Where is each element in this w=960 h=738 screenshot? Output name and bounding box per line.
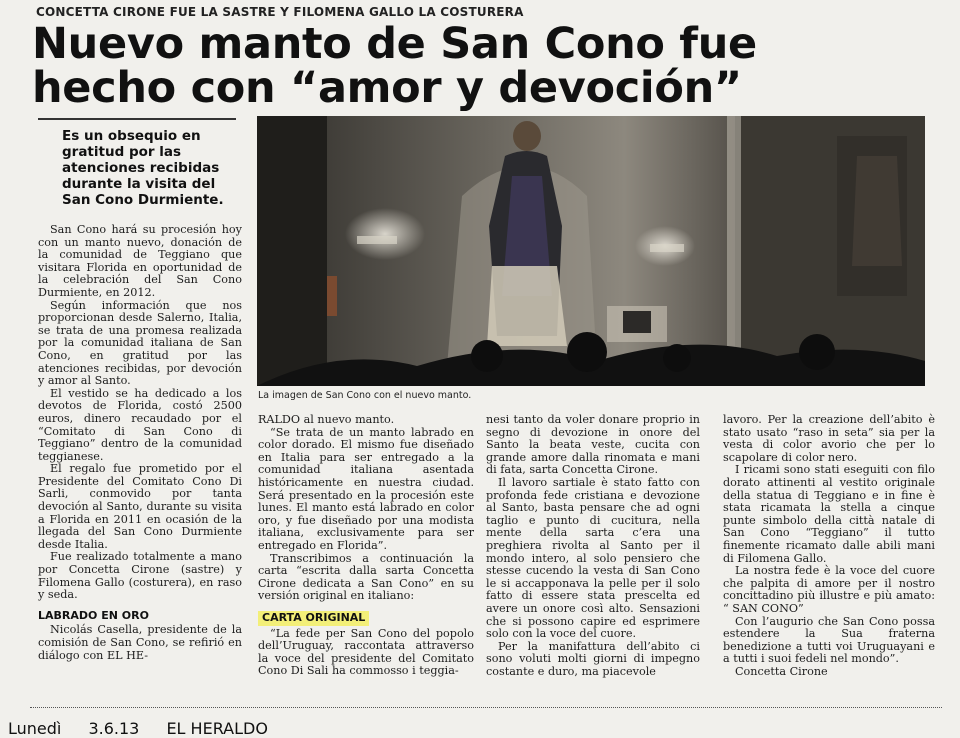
deck-rule [38,118,236,120]
photo-caption: La imagen de San Cono con el nuevo manto. [258,390,472,401]
headline-line-2: hecho con “amor y devoción” [32,63,742,113]
headline [32,19,932,113]
paragraph: “La fede per San Cono del popolo dell’Uruguay, raccontata attraverso la voce del presidente del Comitato Cono Di Sali ha commosso i teggia- [258,626,474,678]
deck: Es un obsequio en gratitud por las atenciones recibidas durante la visita del San Cono Durmiente. [62,128,224,208]
paragraph: lavoro. Per la creazione dell’abito è stato usato “raso in seta” sia per la vesta di color avorio che per lo scapolare di color nero. [723,413,935,464]
paragraph: La nostra fede è la voce del cuore che palpita di amore per il nostro concittadino più illustre e più amato: “ SAN CONO” [723,564,935,615]
paragraph: El regalo fue prometido por el Presidente del Comitato Cono Di Sarli, conmovido por tanta devoción al Santo, durante su visita a Florida en 2011 en ocasión de la llegada del San Cono Durmiente desde Italia. [38,462,242,551]
subhead-carta-original: CARTA ORIGINAL [258,611,369,626]
article-column-3 [486,414,700,678]
paragraph: Según información que nos proporcionan desde Salerno, Italia, se trata de una promesa realizada por la comunidad italiana de San Cono, en gratitud por las atenciones recibidas, por devoción y amor al Santo. [38,298,242,388]
paragraph: “Se trata de un manto labrado en color dorado. El mismo fue diseñado en Italia para ser entregado a la comunidad italiana asentada históricamente en nuestra ciudad. Será presentado en la procesión este lunes. El manto está labrado en color oro, y fue diseñado por una modista italiana, exclusivamente para ser entregado en Florida”. [258,425,474,552]
article-column-2 [258,414,474,678]
headline-line-1: Nuevo manto de San Cono fue [32,19,757,69]
paragraph: nesi tanto da voler donare proprio in segno di devozione in onore del Santo la beata veste, cucita con grande amore dalla rinomata e mani di fata, sarta Concetta Cirone. [486,413,700,477]
photo-san-cono-statue [257,116,925,386]
footer-paper: EL HERALDO [166,719,268,738]
paragraph: El vestido se ha dedicado a los devotos de Florida, costó 2500 euros, dinero recaudado por el “Comitato di San Cono di Teggiano” dentro de la comunidad teggianese. [38,386,242,463]
paragraph: Per la manifattura dell’abito ci sono voluti molti giorni di impegno costante e duro, ma piacevole [486,639,700,678]
article-column-1 [38,224,242,662]
photo-image [257,116,925,386]
footer-date: 3.6.13 [88,719,140,738]
article-column-4 [723,414,935,678]
paragraph: Con l’augurio che San Cono possa estendere la Sua fraterna benedizione a tutti voi Uruguayani e a tutti i suoi fedeli nel mondo”. [723,614,935,666]
paragraph: Transcribimos a continuación la carta “escrita dalla sarta Concetta Cirone dedicata a San Cono” en su versión original en italiano: [258,551,474,603]
paragraph: Nicolás Casella, presidente de la comisión de San Cono, se refirió en diálogo con EL HE- [38,623,242,662]
signature: Concetta Cirone [735,664,828,678]
paragraph: Il lavoro sartiale è stato fatto con profonda fede cristiana e devozione al Santo, basta pensare che ad ogni taglio e punto di cucitura, nella mente della sarta c’era una preghiera rivolta al Santo per il mondo intero, al solo pensiero che stesse cucendo la vesta di San Cono le si accapponava la pelle per il solo fatto di essere stata prescelta ed avere un onore così alto. Sensazioni che si possono capire ed esprimere solo con la voce del cuore. [486,475,700,641]
page-footer [8,719,290,738]
footer-day: Lunedì [8,719,62,738]
paragraph: I ricami sono stati eseguiti con filo dorato attinenti al vestito originale della statua di Teggiano e in fine è stata ricamata la stella a cinque punte simbolo della città natale di San Cono “Teggiano” il tutto finemente ricamato dalle abili mani di Filomena Gallo. [723,463,935,565]
kicker: CONCETTA CIRONE FUE LA SASTRE Y FILOMENA GALLO LA COSTURERA [36,5,524,19]
paragraph: RALDO al nuevo manto. [258,413,395,426]
page-divider [30,707,942,708]
subhead-labrado-en-oro: LABRADO EN ORO [38,608,149,622]
paragraph: Fue realizado totalmente a mano por Concetta Cirone (sastre) y Filomena Gallo (costurera), en raso y seda. [38,550,242,602]
paragraph: San Cono hará su procesión hoy con un manto nuevo, donación de la comunidad de Teggiano que visitara Florida en oportunidad de la celebración del San Cono Durmiente, en 2012. [38,223,242,299]
